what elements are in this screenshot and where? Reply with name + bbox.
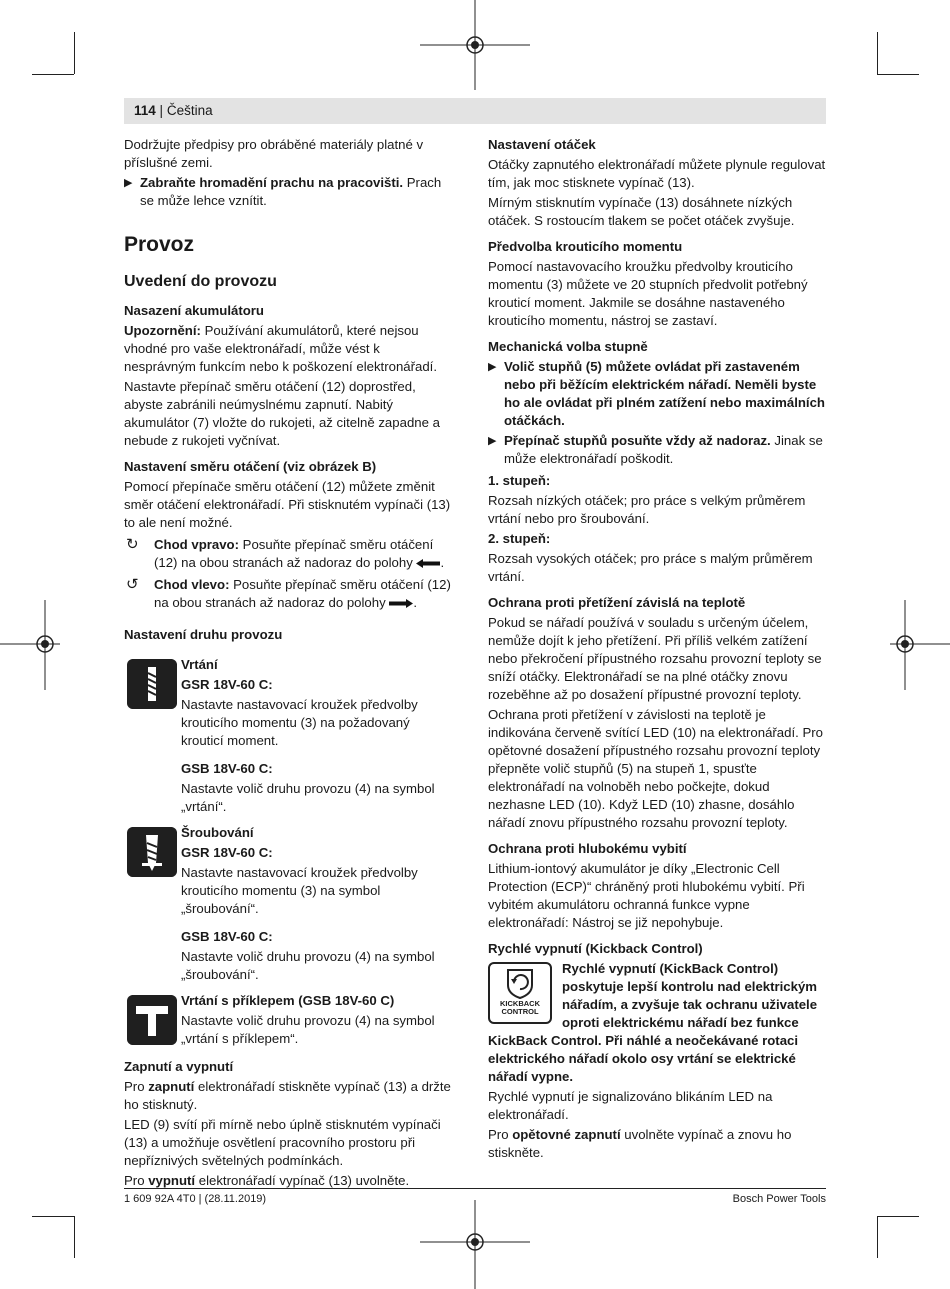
gsr-label: GSR 18V-60 C: (181, 677, 273, 692)
heading-otacky: Nastavení otáček (488, 137, 596, 152)
bullet-triangle-icon: ▶ (124, 177, 133, 189)
left-column (124, 136, 454, 1192)
teplota-paragraph-1: Pokud se nářadí používá v souladu s určeným účelem, nemůže dojít k jeho přetížení. Při příliš velkém zatížení nebo překročení přípustného rozsahu provozní teploty se sníží otáčky. Elektronářadí se na plné otáčky znovu rozeběhne až po dosažení přípustné provozní teploty. (488, 615, 822, 702)
dust-warning: ▶ Zabraňte hromadění prachu na pracovišti. Prach se může lehce vznítit. (124, 175, 442, 208)
heading-smer: Nastavení směru otáčení (viz obrázek B) (124, 459, 377, 474)
header-language: Čeština (166, 103, 213, 118)
gsb-label: GSB 18V-60 C: (181, 761, 273, 776)
predvolba-paragraph: Pomocí nastavovacího kroužku předvolby krouticího momentu (3) můžete ve 20 stupních předvolit potřebný krouticí moment. Jakmile se dosáhne nastaveného krouticího momentu, nástroj se zastaví. (488, 259, 808, 328)
crop-mark (877, 1216, 919, 1217)
zapnuti-paragraph-1: Pro zapnutí elektronářadí stiskněte vypínač (13) a držte ho stisknutý. (124, 1079, 451, 1112)
vrtani-gsr-text: Nastavte nastavovací kroužek předvolby krouticího momentu (3) na požadovaný krouticí moment. (181, 697, 418, 748)
otacky-paragraph-1: Otáčky zapnutého elektronářadí můžete plynule regulovat tím, jak moc stisknete vypínač (13). (488, 157, 826, 190)
battery-paragraph: Nastavte přepínač směru otáčení (12) doprostřed, abyste zabránili neúmyslnému zapnutí. Nabitý akumulátor (7) vložte do rukojeti, až citelně zapadne a nebude z rukojeti vyčnívat. (124, 379, 440, 448)
kickback-paragraph: Rychlé vypnutí je signalizováno blikáním LED na elektronářadí. (488, 1089, 773, 1122)
heading-teplota: Ochrana proti přetížení závislá na teplotě (488, 595, 746, 610)
mode-title-vrtani: Vrtání (181, 657, 218, 672)
chod-vpravo: ↻ Chod vpravo: Posuňte přepínač směru otáčení (12) na obou stranách až nadoraz do polohy . (126, 536, 445, 570)
stupen-2-label: 2. stupeň: (488, 531, 551, 546)
drill-bit-icon (127, 659, 177, 709)
zapnuti-paragraph-2: LED (9) svítí při mírně nebo úplně stisknutém vypínači (13) a umožňuje osvětlení pracovního prostoru při nepříznivých světelných podmínkách. (124, 1117, 441, 1168)
registration-mark-left (0, 600, 60, 690)
page-header (124, 98, 826, 124)
heading-druh: Nastavení druhu provozu (124, 627, 283, 642)
registration-mark-right (890, 600, 950, 690)
mech-bullet-2: ▶ Přepínač stupňů posuňte vždy až nadoraz. Jinak se může elektronářadí poškodit. (488, 433, 823, 466)
subsection-heading-uvedeni: Uvedení do provozu (124, 273, 277, 290)
crop-mark (74, 1216, 75, 1258)
kickback-block (488, 960, 828, 1086)
heading-mechanicka: Mechanická volba stupně (488, 339, 648, 354)
arrow-right-icon (389, 599, 413, 608)
gsb-label: GSB 18V-60 C: (181, 929, 273, 944)
teplota-paragraph-2: Ochrana proti přetížení v závislosti na teplotě je indikována červeně svítící LED (10) na elektronářadí. Pro opětovné dosažení přípustného rozsahu provozní teploty přepněte volič stupňů (5) na stupeň 1, spusťte elektronářadí na volnoběh nebo počkejte, dokud nezhasne LED (10). Když LED (10) zhasne, dosáhlo nářadí znovu přípustného rozsahu provozní teploty. (488, 707, 823, 830)
section-heading-provoz: Provoz (124, 233, 195, 256)
bullet-triangle-icon: ▶ (488, 435, 497, 447)
crop-mark (32, 74, 74, 75)
screw-icon (127, 827, 177, 877)
zapnuti-paragraph-3: Pro vypnutí elektronářadí vypínač (13) uvolněte. (124, 1173, 410, 1188)
gsr-label: GSR 18V-60 C: (181, 845, 273, 860)
heading-vybiti: Ochrana proti hlubokému vybití (488, 841, 687, 856)
registration-mark-bottom (420, 1200, 530, 1289)
crop-mark (32, 1216, 74, 1217)
crop-mark (877, 32, 878, 74)
registration-mark-top (420, 0, 530, 90)
footer-brand: Bosch Power Tools (732, 1193, 826, 1205)
mode-title-priklep: Vrtání s příklepem (GSB 18V-60 C) (181, 993, 395, 1008)
opetovne-paragraph: Pro opětovné zapnutí uvolněte vypínač a znovu ho stiskněte. (488, 1127, 792, 1160)
bullet-triangle-icon: ▶ (488, 361, 497, 373)
heading-kickback: Rychlé vypnutí (Kickback Control) (488, 941, 703, 956)
mode-vrtani (124, 656, 454, 816)
mode-title-sroubovani: Šroubování (181, 825, 254, 840)
page-number: 114 (134, 103, 156, 118)
sroub-gsb-text: Nastavte volič druhu provozu (4) na symbol „šroubování“. (181, 949, 435, 982)
crop-mark (877, 1216, 878, 1258)
stupen-2-text: Rozsah vysokých otáček; pro práce s malým průměrem vrtání. (488, 551, 813, 584)
mode-sroubovani (124, 824, 454, 984)
vybiti-paragraph: Lithium-iontový akumulátor je díky „Electronic Cell Protection (ECP)“ chráněný proti hlubokému vybití. Při vybitém akumulátoru ochranná funkce vypne elektronářadí: Nástroj se již nepohybuje. (488, 861, 805, 930)
mech-bullet-1: ▶ Volič stupňů (5) můžete ovládat při zastaveném nebo při běžícím elektrickém nářadí. Neměli byste ho ale ovládat při plném zatížení nebo maximálních otáčkách. (488, 359, 825, 428)
heading-nasazeni: Nasazení akumulátoru (124, 303, 264, 318)
footer-rule (124, 1188, 826, 1189)
stupen-1-text: Rozsah nízkých otáček; pro práce s velkým průměrem vrtání nebo pro šroubování. (488, 493, 806, 526)
stupen-1-label: 1. stupeň: (488, 473, 551, 488)
rotate-left-icon: ↺ (126, 576, 139, 593)
right-column (488, 136, 828, 1164)
note-paragraph: Upozornění: Používání akumulátorů, které nejsou vhodné pro vaše elektronářadí, může vést k nesprávným funkcím nebo k poškození elektronářadí. (124, 323, 438, 374)
heading-zapnuti: Zapnutí a vypnutí (124, 1059, 234, 1074)
hammer-drill-icon (127, 995, 177, 1045)
priklep-text: Nastavte volič druhu provozu (4) na symbol „vrtání s příklepem“. (181, 1013, 435, 1046)
header-separator: | (159, 103, 164, 118)
mode-priklep (124, 992, 454, 1048)
heading-predvolba: Předvolba krouticího momentu (488, 239, 683, 254)
kickback-control-icon: KICKBACK CONTROL (488, 962, 552, 1024)
arrow-left-icon (416, 559, 440, 568)
sroub-gsr-text: Nastavte nastavovací kroužek předvolby krouticího momentu (3) na symbol „šroubování“. (181, 865, 418, 916)
footer-doc-number: 1 609 92A 4T0 | (28.11.2019) (124, 1193, 267, 1205)
vrtani-gsb-text: Nastavte volič druhu provozu (4) na symbol „vrtání“. (181, 781, 435, 814)
kickback-bold-text: Rychlé vypnutí (KickBack Control) poskytuje lepší kontrolu nad elektrickým nářadím, a zvyšuje tak ochranu uživatele oproti elektrickému nářadí bez funkce KickBack Control. Při náhlé a neočekávané rotaci elektrického nářadí okolo osy vrtání se elektrické nářadí vypne. (488, 961, 818, 1084)
rotate-right-icon: ↻ (126, 536, 139, 553)
crop-mark (877, 74, 919, 75)
crop-mark (74, 32, 75, 74)
smer-paragraph: Pomocí přepínače směru otáčení (12) můžete změnit směr otáčení elektronářadí. Při stisknutém vypínači (13) to ale není možné. (124, 479, 451, 530)
intro-paragraph: Dodržujte předpisy pro obráběné materiály platné v příslušné zemi. (124, 137, 424, 170)
chod-vlevo: ↺ Chod vlevo: Posuňte přepínač směru otáčení (12) na obou stranách až nadoraz do polohy . (126, 576, 451, 610)
otacky-paragraph-2: Mírným stisknutím vypínače (13) dosáhnete nízkých otáček. S rostoucím tlakem se počet otáček zvyšuje. (488, 195, 795, 228)
